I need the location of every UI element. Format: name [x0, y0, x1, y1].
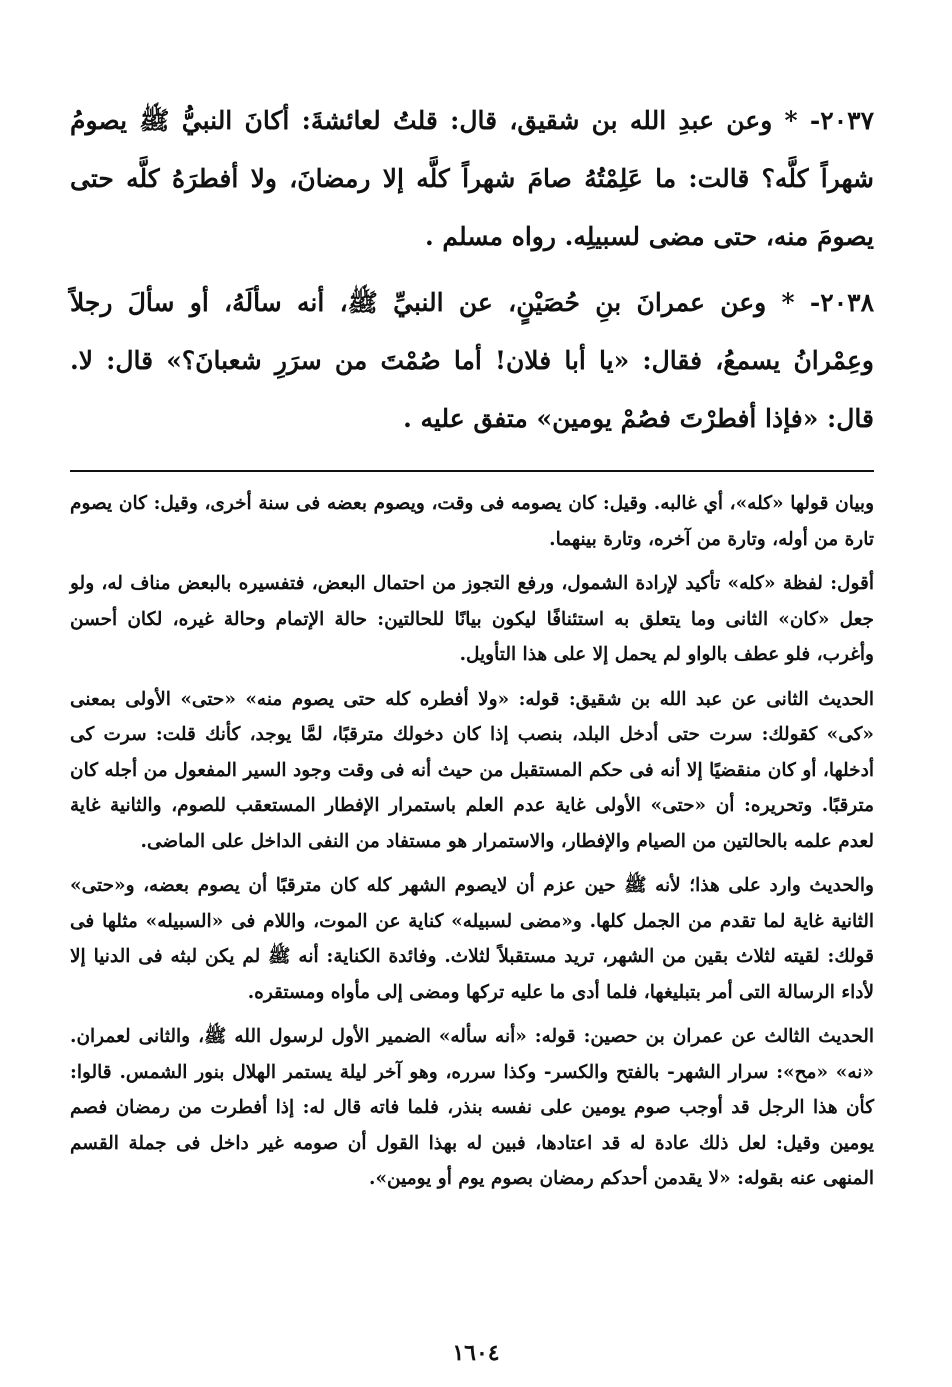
page-number: ١٦٠٤ — [452, 1340, 500, 1366]
commentary-paragraph: أقول: لفظة «كله» تأكيد لإرادة الشمول، ورفع التجوز من احتمال البعض، فتفسيره بالبعض مناف له، ولو جعل «كان» الثانى وما يتعلق به استئنافًا ليكون بيانًا للحالتين: حالة الإتمام وحالة غيره، لكان أحسن وأغرب، فلو عطف بالواو لم يحمل إلا على هذا التأويل. — [70, 573, 874, 665]
section-divider — [70, 470, 874, 472]
commentary-paragraph: الحديث الثالث عن عمران بن حصين: قوله: «أنه سأله» الضمير الأول لرسول الله ﷺ، والثانى لعمران. «نه» «مح»: سرار الشهر- بالفتح والكسر- وكذا سرره، وهو آخر ليلة يستمر الهلال بنور الشمس. قالوا: كأن هذا الرجل قد أوجب صوم يومين على نفسه بنذر، فلما فاته قال له: إذا أفطرت من رمضان فصم يومين وقيل: لعل ذلك عادة له قد اعتادها، فبين له بهذا القول أن صومه غير داخل فى جملة القسم المنهى عنه بقوله: «لا يقدمن أحدكم رمضان بصوم يوم أو يومين». — [70, 1026, 874, 1189]
hadith-section — [70, 92, 874, 448]
hadith-2038: ٢٠٣٨- * وعن عمرانَ بنِ حُصَيْنٍ، عن النبيِّ ﷺ، أنه سألَهُ، أو سألَ رجلاً وعِمْرانُ يسمعُ، فقال: «يا أبا فلان! أما صُمْتَ من سرَرِ شعبانَ؟» قال: لا. قال: «فإذا أفطرْتَ فصُمْ يومين» متفق عليه . — [70, 288, 874, 433]
hadith-2037: ٢٠٣٧- * وعن عبدِ الله بن شقيق، قال: قلتُ لعائشةَ: أكانَ النبيُّ ﷺ يصومُ شهراً كلَّه؟ قالت: ما عَلِمْتُهُ صامَ شهراً كلَّه إلا رمضانَ، ولا أفطرَهُ كلَّه حتى يصومَ منه، حتى مضى لسبيلِه. رواه مسلم . — [70, 106, 874, 251]
commentary-paragraph: الحديث الثانى عن عبد الله بن شقيق: قوله: «ولا أفطره كله حتى يصوم منه» «حتى» الأولى بمعنى «كى» كقولك: سرت حتى أدخل البلد، بنصب إذا كان دخولك مترقبًا، لمَّا يوجد، كأنك قلت: سرت كى أدخلها، أو كان منقضيًا إلا أنه فى حكم المستقبل من حيث أنه فى وقت وجود السير المفعول من أجله كان مترقبًا. وتحريره: أن «حتى» الأولى غاية عدم العلم باستمرار الإفطار المستعقب للصوم، والثانية غاية لعدم علمه بالحالتين من الصيام والإفطار، والاستمرار هو مستفاد من النفى الداخل على الماضى. — [70, 688, 874, 852]
commentary-paragraph: وبيان قولها «كله»، أي غالبه. وقيل: كان يصومه فى وقت، ويصوم بعضه فى سنة أخرى، وقيل: كان يصوم تارة من أوله، وتارة من آخره، وتارة بينهما. — [70, 493, 874, 550]
commentary-paragraph: والحديث وارد على هذا؛ لأنه ﷺ حين عزم أن لايصوم الشهر كله كان مترقبًا أن يصوم بعضه، و«حتى» الثانية غاية لما تقدم من الجمل كلها. و«مضى لسبيله» كناية عن الموت، واللام فى «السبيله» مثلها فى قولك: لقيته لثلاث بقين من الشهر، تريد مستقبلاً لثلاث. وفائدة الكناية: أنه ﷺ لم يكن لبثه فى الدنيا إلا لأداء الرسالة التى أمر بتبليغها، فلما أدى ما عليه تركها ومضى إلى مأواه ومستقره. — [70, 875, 875, 1003]
commentary-section — [70, 486, 874, 1197]
